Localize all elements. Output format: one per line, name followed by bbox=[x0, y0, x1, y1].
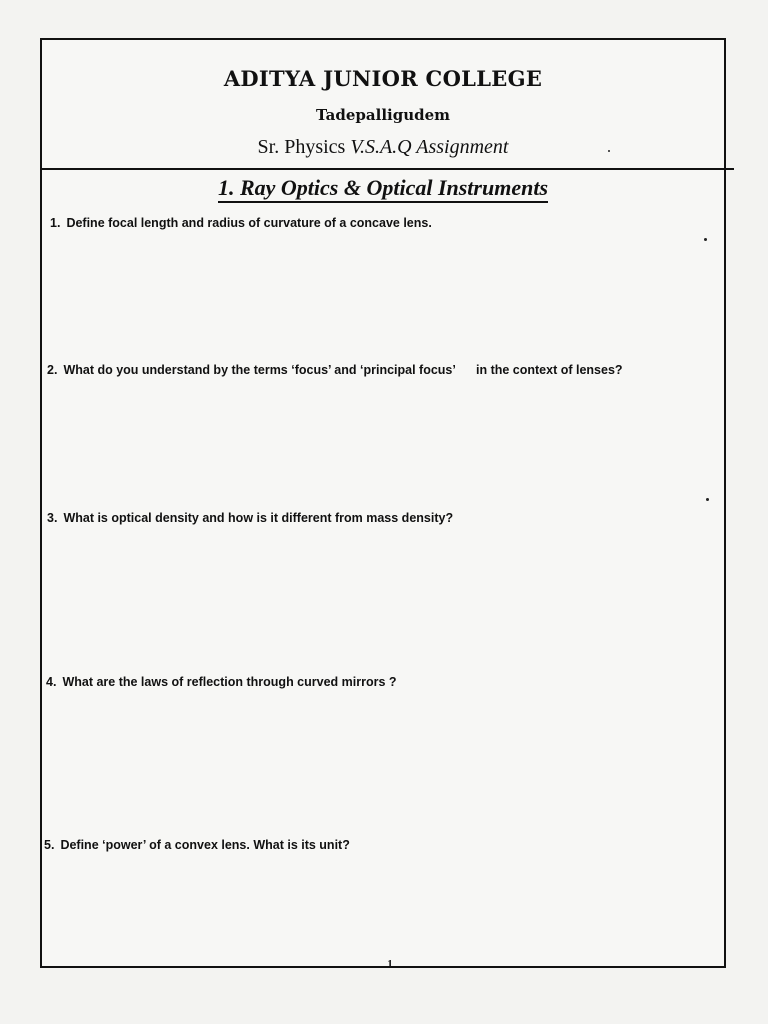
ink-speck bbox=[704, 238, 707, 241]
question-2 bbox=[47, 363, 712, 377]
question-number: 1. bbox=[50, 216, 61, 230]
question-3 bbox=[47, 511, 712, 525]
question-number: 4. bbox=[46, 675, 57, 689]
question-number: 2. bbox=[47, 363, 58, 377]
ink-speck bbox=[706, 498, 709, 501]
question-number: 3. bbox=[47, 511, 58, 525]
header-divider bbox=[40, 168, 734, 170]
chapter-title bbox=[40, 175, 726, 201]
question-text: What is optical density and how is it different from mass density? bbox=[63, 511, 454, 525]
chapter-title-text: 1. Ray Optics & Optical Instruments bbox=[218, 175, 548, 203]
ink-speck bbox=[608, 150, 610, 152]
assignment-title bbox=[40, 136, 726, 159]
assignment-type: V.S.A.Q Assignment bbox=[350, 136, 509, 158]
college-name: ADITYA JUNIOR COLLEGE bbox=[223, 66, 543, 91]
page-number: 1 bbox=[387, 958, 393, 970]
question-text: What do you understand by the terms ‘focus’ and ‘principal focus’ in the context of lenses? bbox=[63, 363, 623, 377]
question-5 bbox=[44, 838, 709, 852]
question-text: What are the laws of reflection through curved mirrors ? bbox=[62, 675, 397, 689]
college-location: Tadepalligudem bbox=[315, 106, 451, 124]
question-text: Define ‘power’ of a convex lens. What is its unit? bbox=[60, 838, 350, 852]
question-text: Define focal length and radius of curvature of a concave lens. bbox=[66, 216, 432, 230]
question-4 bbox=[46, 675, 711, 689]
course-name: Sr. Physics bbox=[257, 136, 346, 158]
question-number: 5. bbox=[44, 838, 55, 852]
question-1 bbox=[50, 216, 715, 230]
